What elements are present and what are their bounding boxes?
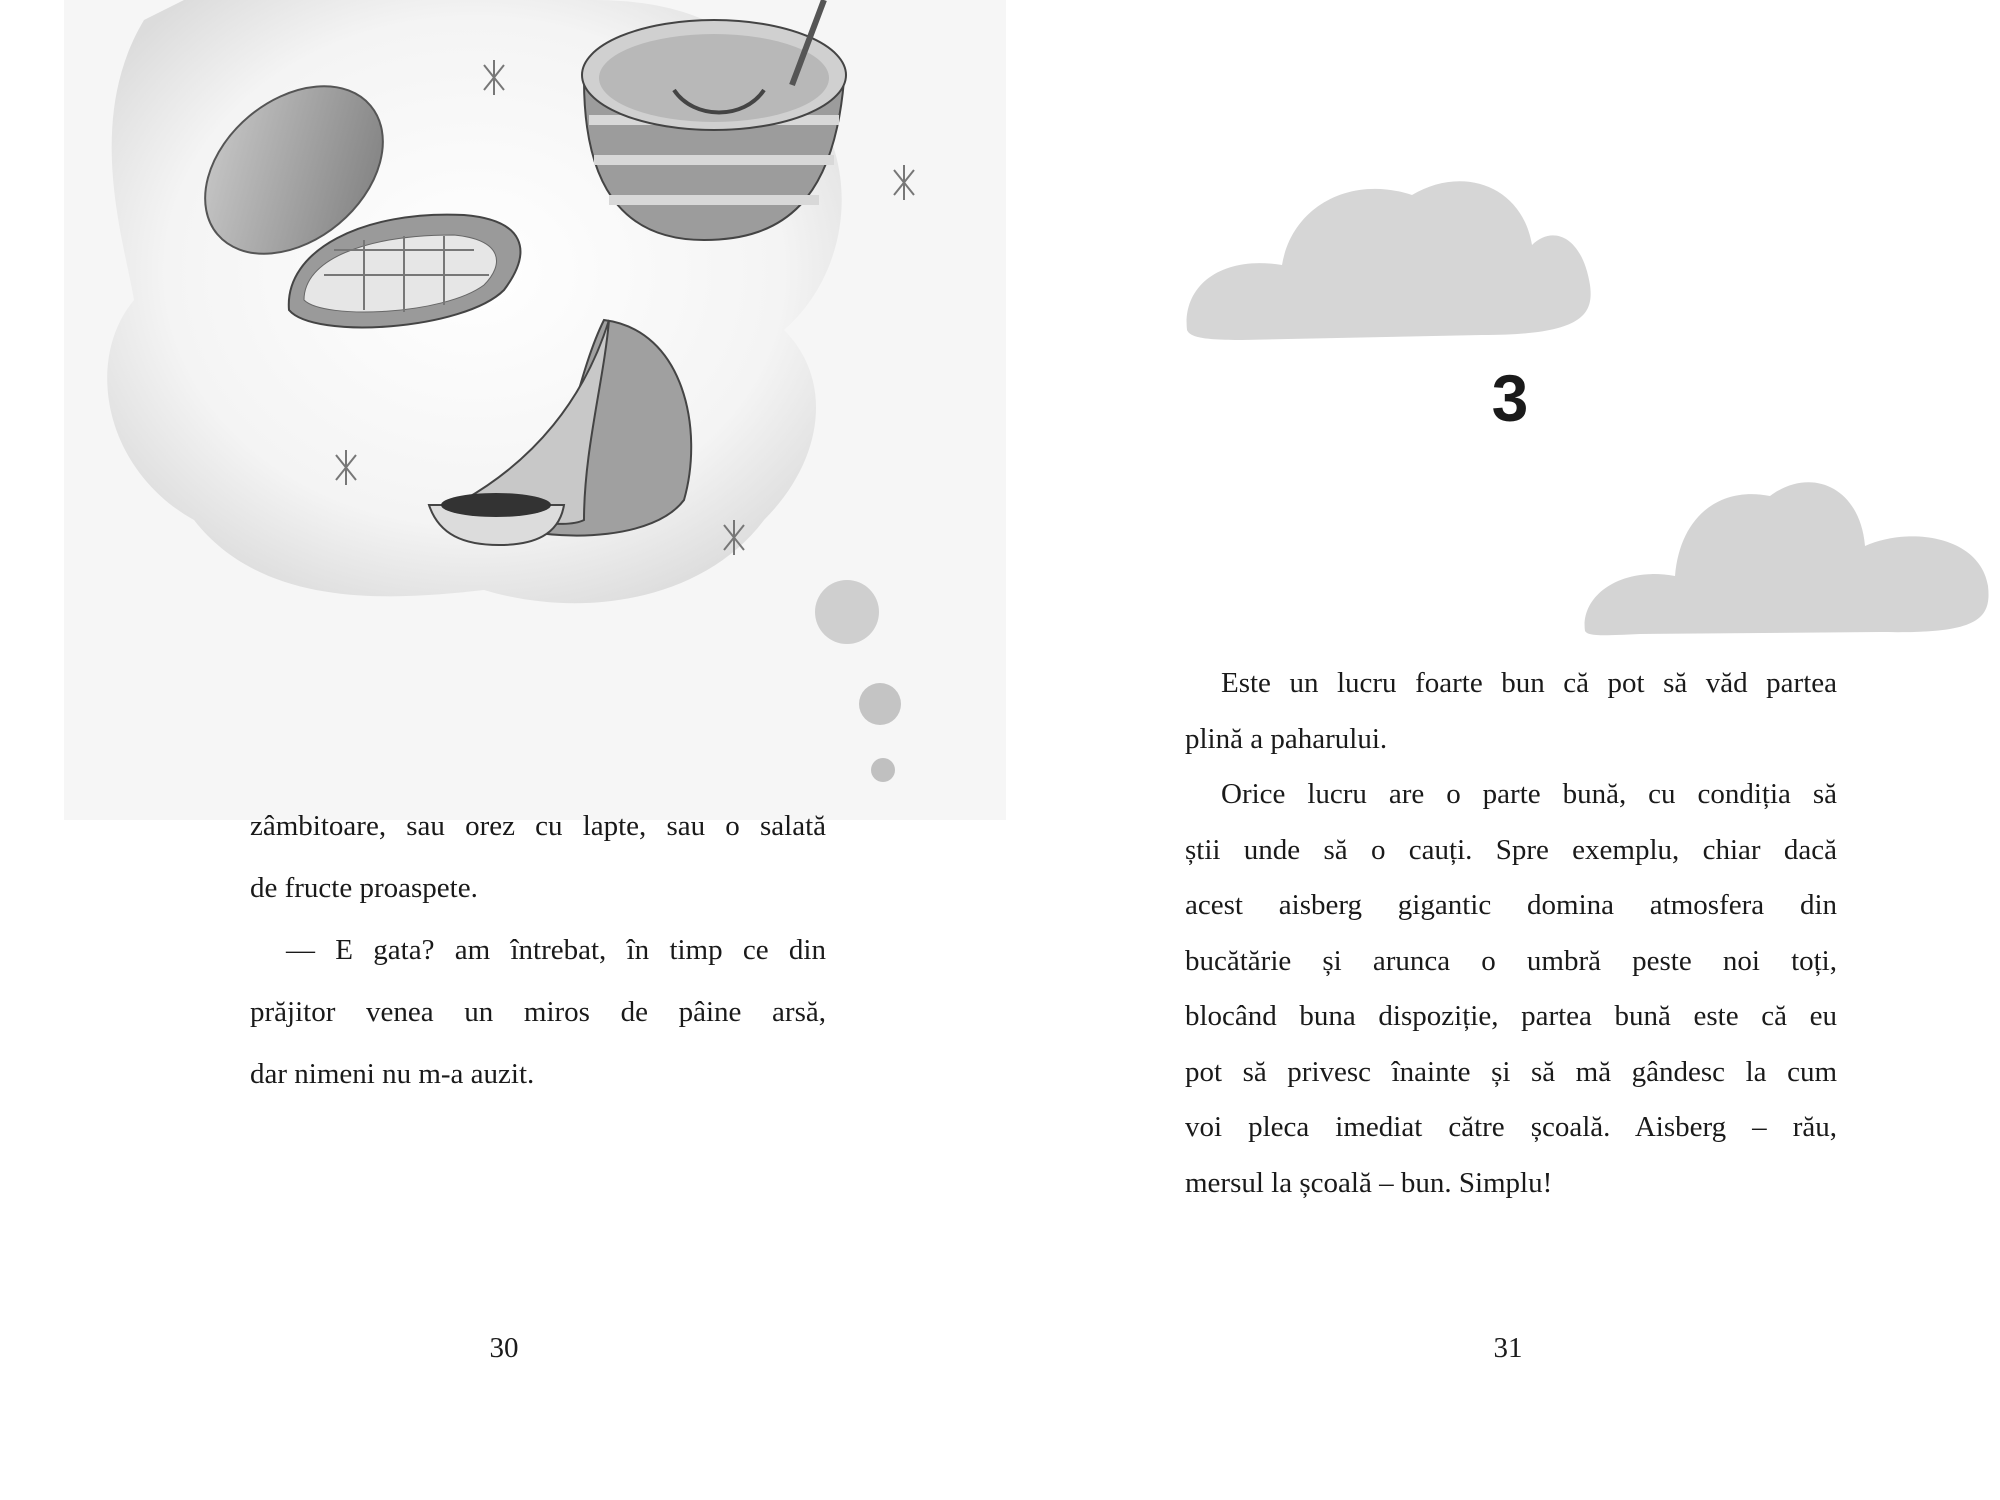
text-line: pot să privesc înainte și să mă gândesc la cum: [1185, 1056, 1837, 1088]
text-line: blocând buna dispoziție, partea bună este că eu: [1185, 1000, 1837, 1032]
text-line: acest aisberg gigantic domina atmosfera din: [1185, 889, 1837, 921]
cloud-top-icon: [1182, 165, 1594, 345]
thought-dot-medium: [859, 683, 901, 725]
page-number: 30: [489, 1332, 519, 1364]
bowl-icon: [582, 0, 846, 240]
text-line: bucătărie și arunca o umbră peste noi toți,: [1185, 945, 1837, 977]
text-line: plină a paharului.: [1185, 723, 1388, 755]
text-line: — E gata? am întrebat, în timp ce din: [286, 934, 826, 966]
text-line: voi pleca imediat către școală. Aisberg – rău,: [1185, 1111, 1837, 1143]
text-line: știi unde să o cauți. Spre exemplu, chiar dacă: [1185, 834, 1837, 866]
page-number: 31: [1493, 1332, 1523, 1364]
text-line: zâmbitoare, sau orez cu lapte, sau o salată: [250, 810, 826, 842]
text-line: prăjitor venea un miros de pâine arsă,: [250, 996, 826, 1028]
right-page: [1000, 0, 2000, 1500]
cloud-bottom-icon: [1580, 466, 1990, 638]
text-line: Orice lucru are o parte bună, cu condiția să: [1221, 778, 1837, 810]
chapter-number: 3: [1491, 361, 1529, 435]
text-line: Este un lucru foarte bun că pot să văd partea: [1221, 667, 1837, 699]
text-line: mersul la școală – bun. Simplu!: [1185, 1167, 1553, 1199]
thought-bubble-food-illustration: [64, 0, 1006, 820]
thought-dot-small: [871, 758, 895, 782]
thought-dot-large: [815, 580, 879, 644]
text-line: de fructe proaspete.: [250, 872, 478, 904]
text-line: dar nimeni nu m-a auzit.: [250, 1058, 535, 1090]
